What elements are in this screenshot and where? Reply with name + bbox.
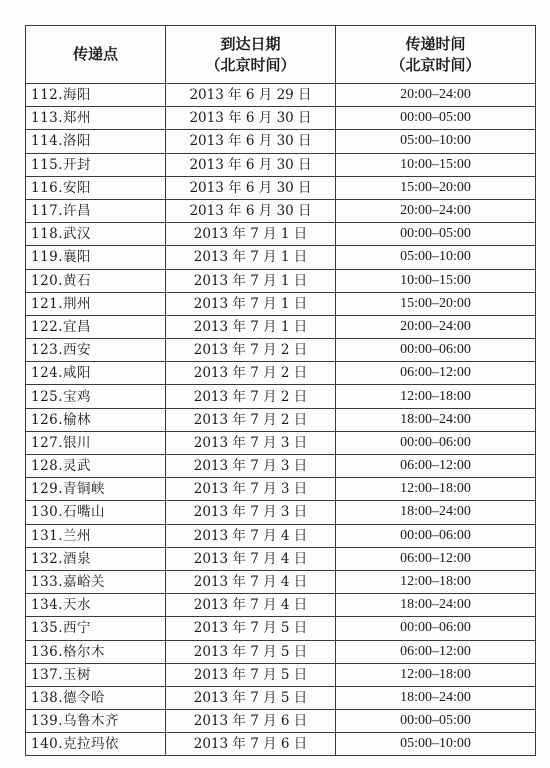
table-row xyxy=(26,431,536,454)
arrival-date-cell: 2013 年 7 月 5 日 xyxy=(166,663,336,686)
relay-time-cell: 12:00–18:00 xyxy=(336,570,536,593)
relay-point-cell: 129.青铜峡 xyxy=(26,478,166,501)
table-row xyxy=(26,84,536,107)
relay-point-cell: 136.格尔木 xyxy=(26,640,166,663)
arrival-date-cell: 2013 年 6 月 30 日 xyxy=(166,153,336,176)
arrival-date-cell: 2013 年 7 月 6 日 xyxy=(166,733,336,756)
arrival-date-cell: 2013 年 7 月 1 日 xyxy=(166,269,336,292)
relay-time-cell: 20:00–24:00 xyxy=(336,84,536,107)
relay-point-cell: 133.嘉峪关 xyxy=(26,570,166,593)
table-row xyxy=(26,315,536,338)
table-row xyxy=(26,362,536,385)
relay-point-cell: 122.宜昌 xyxy=(26,315,166,338)
header-point xyxy=(26,26,166,84)
arrival-date-cell: 2013 年 7 月 4 日 xyxy=(166,547,336,570)
table-row xyxy=(26,130,536,153)
relay-point-cell: 131.兰州 xyxy=(26,524,166,547)
table-row xyxy=(26,570,536,593)
relay-point-cell: 130.石嘴山 xyxy=(26,501,166,524)
relay-point-cell: 115.开封 xyxy=(26,153,166,176)
table-row xyxy=(26,733,536,756)
relay-time-cell: 10:00–15:00 xyxy=(336,269,536,292)
relay-time-cell: 00:00–05:00 xyxy=(336,710,536,733)
table-row xyxy=(26,107,536,130)
table-row xyxy=(26,199,536,222)
header-date-sublabel: （北京时间） xyxy=(205,55,296,74)
relay-time-cell: 00:00–05:00 xyxy=(336,223,536,246)
relay-point-cell: 137.玉树 xyxy=(26,663,166,686)
table-body xyxy=(26,84,536,756)
relay-point-cell: 119.襄阳 xyxy=(26,246,166,269)
relay-schedule-table xyxy=(25,25,536,756)
arrival-date-cell: 2013 年 7 月 3 日 xyxy=(166,501,336,524)
table-row xyxy=(26,408,536,431)
relay-time-cell: 15:00–20:00 xyxy=(336,292,536,315)
table-header xyxy=(26,26,536,84)
table-row xyxy=(26,617,536,640)
header-time-sublabel: （北京时间） xyxy=(390,55,481,74)
relay-time-cell: 12:00–18:00 xyxy=(336,478,536,501)
relay-time-cell: 00:00–06:00 xyxy=(336,617,536,640)
table-row xyxy=(26,153,536,176)
table-row xyxy=(26,640,536,663)
relay-point-cell: 124.咸阳 xyxy=(26,362,166,385)
relay-time-cell: 06:00–12:00 xyxy=(336,547,536,570)
relay-time-cell: 00:00–06:00 xyxy=(336,431,536,454)
relay-time-cell: 06:00–12:00 xyxy=(336,455,536,478)
table-row xyxy=(26,339,536,362)
arrival-date-cell: 2013 年 7 月 1 日 xyxy=(166,246,336,269)
arrival-date-cell: 2013 年 7 月 4 日 xyxy=(166,524,336,547)
arrival-date-cell: 2013 年 6 月 30 日 xyxy=(166,176,336,199)
arrival-date-cell: 2013 年 7 月 5 日 xyxy=(166,617,336,640)
header-row xyxy=(26,26,536,84)
table-row xyxy=(26,501,536,524)
table-row xyxy=(26,686,536,709)
header-time xyxy=(336,26,536,84)
relay-time-cell: 10:00–15:00 xyxy=(336,153,536,176)
arrival-date-cell: 2013 年 7 月 2 日 xyxy=(166,339,336,362)
relay-time-cell: 05:00–10:00 xyxy=(336,733,536,756)
arrival-date-cell: 2013 年 7 月 2 日 xyxy=(166,408,336,431)
table-row xyxy=(26,524,536,547)
arrival-date-cell: 2013 年 7 月 2 日 xyxy=(166,362,336,385)
relay-time-cell: 18:00–24:00 xyxy=(336,686,536,709)
relay-time-cell: 00:00–05:00 xyxy=(336,107,536,130)
table-row xyxy=(26,478,536,501)
arrival-date-cell: 2013 年 7 月 1 日 xyxy=(166,292,336,315)
relay-point-cell: 127.银川 xyxy=(26,431,166,454)
table-row xyxy=(26,223,536,246)
relay-point-cell: 134.天水 xyxy=(26,594,166,617)
arrival-date-cell: 2013 年 7 月 1 日 xyxy=(166,315,336,338)
table-row xyxy=(26,385,536,408)
arrival-date-cell: 2013 年 7 月 6 日 xyxy=(166,710,336,733)
relay-time-cell: 05:00–10:00 xyxy=(336,246,536,269)
arrival-date-cell: 2013 年 7 月 3 日 xyxy=(166,455,336,478)
relay-time-cell: 06:00–12:00 xyxy=(336,640,536,663)
arrival-date-cell: 2013 年 6 月 30 日 xyxy=(166,199,336,222)
arrival-date-cell: 2013 年 7 月 5 日 xyxy=(166,686,336,709)
relay-point-cell: 128.灵武 xyxy=(26,455,166,478)
relay-time-cell: 00:00–06:00 xyxy=(336,524,536,547)
relay-point-cell: 125.宝鸡 xyxy=(26,385,166,408)
relay-point-cell: 135.西宁 xyxy=(26,617,166,640)
table-row xyxy=(26,663,536,686)
arrival-date-cell: 2013 年 7 月 1 日 xyxy=(166,223,336,246)
arrival-date-cell: 2013 年 7 月 4 日 xyxy=(166,594,336,617)
relay-point-cell: 121.荆州 xyxy=(26,292,166,315)
relay-time-cell: 15:00–20:00 xyxy=(336,176,536,199)
relay-time-cell: 20:00–24:00 xyxy=(336,199,536,222)
arrival-date-cell: 2013 年 6 月 30 日 xyxy=(166,107,336,130)
relay-time-cell: 12:00–18:00 xyxy=(336,385,536,408)
relay-point-cell: 117.许昌 xyxy=(26,199,166,222)
header-point-label: 传递点 xyxy=(72,45,118,63)
header-date xyxy=(166,26,336,84)
relay-point-cell: 138.德令哈 xyxy=(26,686,166,709)
relay-point-cell: 112.海阳 xyxy=(26,84,166,107)
relay-point-cell: 118.武汉 xyxy=(26,223,166,246)
relay-point-cell: 140.克拉玛依 xyxy=(26,733,166,756)
header-date-label: 到达日期 xyxy=(220,34,281,53)
relay-point-cell: 139.乌鲁木齐 xyxy=(26,710,166,733)
relay-point-cell: 126.榆林 xyxy=(26,408,166,431)
relay-point-cell: 113.郑州 xyxy=(26,107,166,130)
table-row xyxy=(26,547,536,570)
relay-time-cell: 06:00–12:00 xyxy=(336,362,536,385)
table-row xyxy=(26,594,536,617)
header-time-label: 传递时间 xyxy=(405,34,466,53)
table-row xyxy=(26,269,536,292)
relay-time-cell: 18:00–24:00 xyxy=(336,594,536,617)
relay-point-cell: 132.酒泉 xyxy=(26,547,166,570)
relay-point-cell: 114.洛阳 xyxy=(26,130,166,153)
relay-time-cell: 12:00–18:00 xyxy=(336,663,536,686)
arrival-date-cell: 2013 年 6 月 30 日 xyxy=(166,130,336,153)
arrival-date-cell: 2013 年 6 月 29 日 xyxy=(166,84,336,107)
relay-time-cell: 18:00–24:00 xyxy=(336,501,536,524)
arrival-date-cell: 2013 年 7 月 3 日 xyxy=(166,431,336,454)
arrival-date-cell: 2013 年 7 月 3 日 xyxy=(166,478,336,501)
table-row xyxy=(26,710,536,733)
table-row xyxy=(26,292,536,315)
arrival-date-cell: 2013 年 7 月 2 日 xyxy=(166,385,336,408)
relay-time-cell: 00:00–06:00 xyxy=(336,339,536,362)
relay-point-cell: 123.西安 xyxy=(26,339,166,362)
relay-time-cell: 20:00–24:00 xyxy=(336,315,536,338)
table-row xyxy=(26,176,536,199)
arrival-date-cell: 2013 年 7 月 4 日 xyxy=(166,570,336,593)
table-row xyxy=(26,246,536,269)
relay-time-cell: 18:00–24:00 xyxy=(336,408,536,431)
relay-point-cell: 116.安阳 xyxy=(26,176,166,199)
relay-time-cell: 05:00–10:00 xyxy=(336,130,536,153)
relay-point-cell: 120.黄石 xyxy=(26,269,166,292)
table-row xyxy=(26,455,536,478)
arrival-date-cell: 2013 年 7 月 5 日 xyxy=(166,640,336,663)
